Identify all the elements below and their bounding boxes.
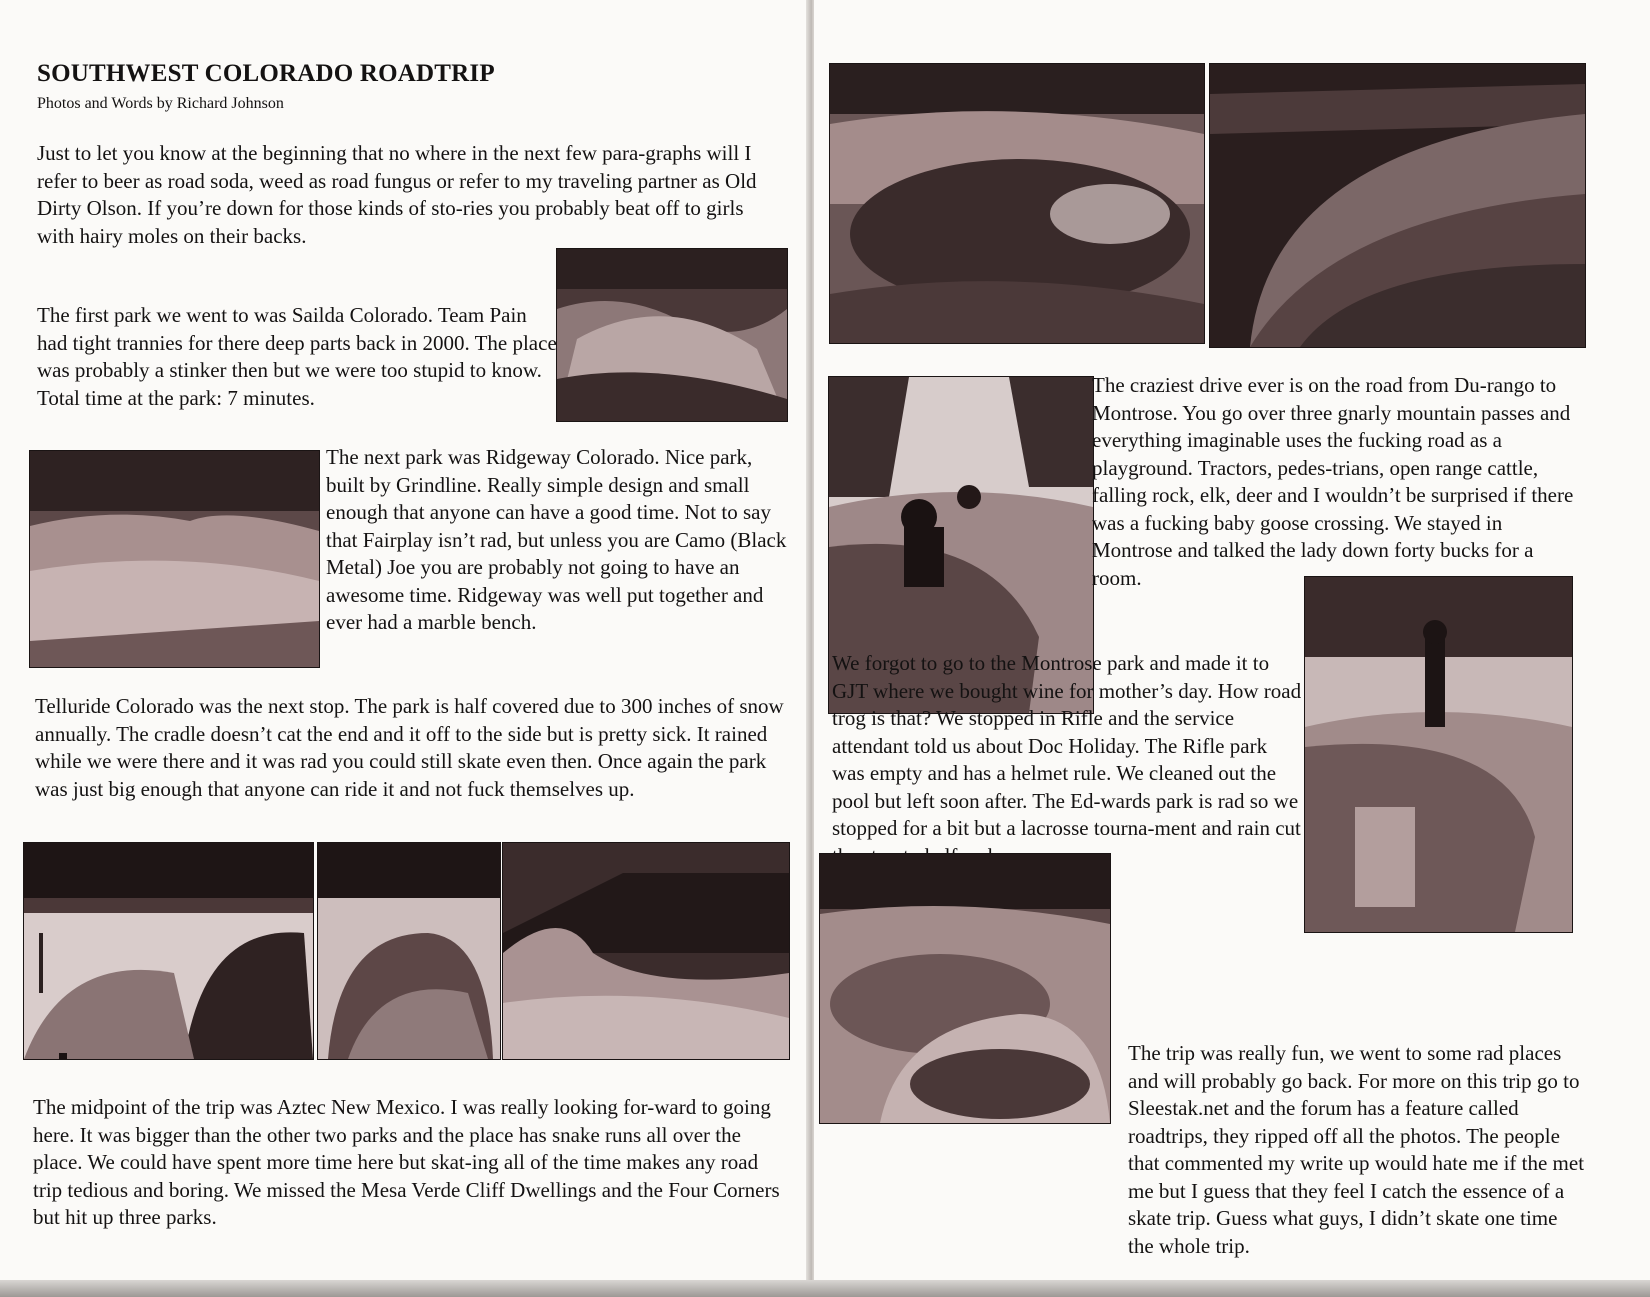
photo-durango-bowl bbox=[829, 63, 1205, 344]
photo-deep-bowl-wall bbox=[1209, 63, 1586, 348]
photo-salida-bowl bbox=[556, 248, 788, 422]
photo-edwards-park bbox=[819, 853, 1111, 1124]
paragraph-salida: The first park we went to was Sailda Colorado. Team Pain had tight trannies for there deep parts back in 2000. The place was probably a stinker then but we were too stupid to know. Total time at the park: 7 minutes. bbox=[37, 303, 557, 410]
paragraph-aztec: The midpoint of the trip was Aztec New Mexico. I was really looking for-ward to going here. It was bigger than the other two parks and the place has snake runs all over the place. We could have spent more time here but skat-ing all of the time makes any road trip tedious and boring. We missed the Mesa Verde Cliff Dwellings and the Four Corners but hit up three parks. bbox=[33, 1095, 780, 1229]
paragraph-telluride: Telluride Colorado was the next stop. The park is half covered due to 300 inches of snow annually. The cradle doesn’t cat the end and it off to the side but is pretty sick. It rained while we were there and it was rad you could still skate even then. Once again the park was just big enough that anyone can ride it and not fuck themselves up. bbox=[35, 694, 784, 801]
article-byline: Photos and Words by Richard Johnson bbox=[37, 95, 284, 112]
paragraph-trip-summary: The trip was really fun, we went to some rad places and will probably go back. For more on this trip go to Sleestak.net and the forum has a feature called roadtrips, they ripped off all the photos. The people that commented my write up would hate me if the met me but I guess that they feel I catch the essence of a skate trip. Guess what guys, I didn’t skate one time the whole trip. bbox=[1128, 1041, 1585, 1258]
photo-ridgeway-park bbox=[29, 450, 320, 668]
paragraph-intro: Just to let you know at the beginning that no where in the next few para-graphs will I refer to beer as road soda, weed as road fungus or refer to my traveling partner as Old Dirty Olson. If you’re down for those kinds of sto-ries you probably beat off to girls with hairy moles on their backs. bbox=[37, 141, 757, 248]
photo-skater-grinding-coping bbox=[1304, 576, 1573, 933]
paragraph-durango-drive: The craziest drive ever is on the road from Du-rango to Montrose. You go over three gnarly mountain passes and everything imaginable uses the fucking road as a playground. Tractors, pedes-trians, open range cattle, falling rock, elk, deer and I wouldn’t be surprised if there was a fucking baby goose crossing. We stayed in Montrose and talked the lady down forty bucks for a room. bbox=[1092, 373, 1574, 590]
left-page bbox=[0, 0, 810, 1297]
paragraph-montrose-rifle: We forgot to go to the Montrose park and made it to GJT where we bought wine for mother’s day. How road trog is that? We stopped in Rifle and the service attendant told us about Doc Holiday. The Rifle park was empty and has a helmet rule. We cleaned out the pool but left soon after. The Ed-wards park is rad so we stopped for a bit but a lacrosse tourna-ment and rain cut bbox=[832, 651, 1302, 840]
right-page bbox=[814, 0, 1650, 1297]
paragraph-ridgeway: The next park was Ridgeway Colorado. Nice park, built by Grindline. Really simple design and small enough that anyone can have a good time. Not to say that Fairplay isn’t rad, but unless you are Camo (Black Metal) Joe you are probably not going to have an awesome time. Ridgeway was well put together and ever had a marble bench. bbox=[326, 445, 787, 634]
article-title: SOUTHWEST COLORADO ROADTRIP bbox=[37, 60, 495, 87]
page-bottom-edge bbox=[0, 1280, 1650, 1297]
photo-telluride-covered-2 bbox=[317, 842, 501, 1060]
photo-telluride-cradle bbox=[502, 842, 790, 1060]
photo-telluride-covered-1 bbox=[23, 842, 314, 1060]
